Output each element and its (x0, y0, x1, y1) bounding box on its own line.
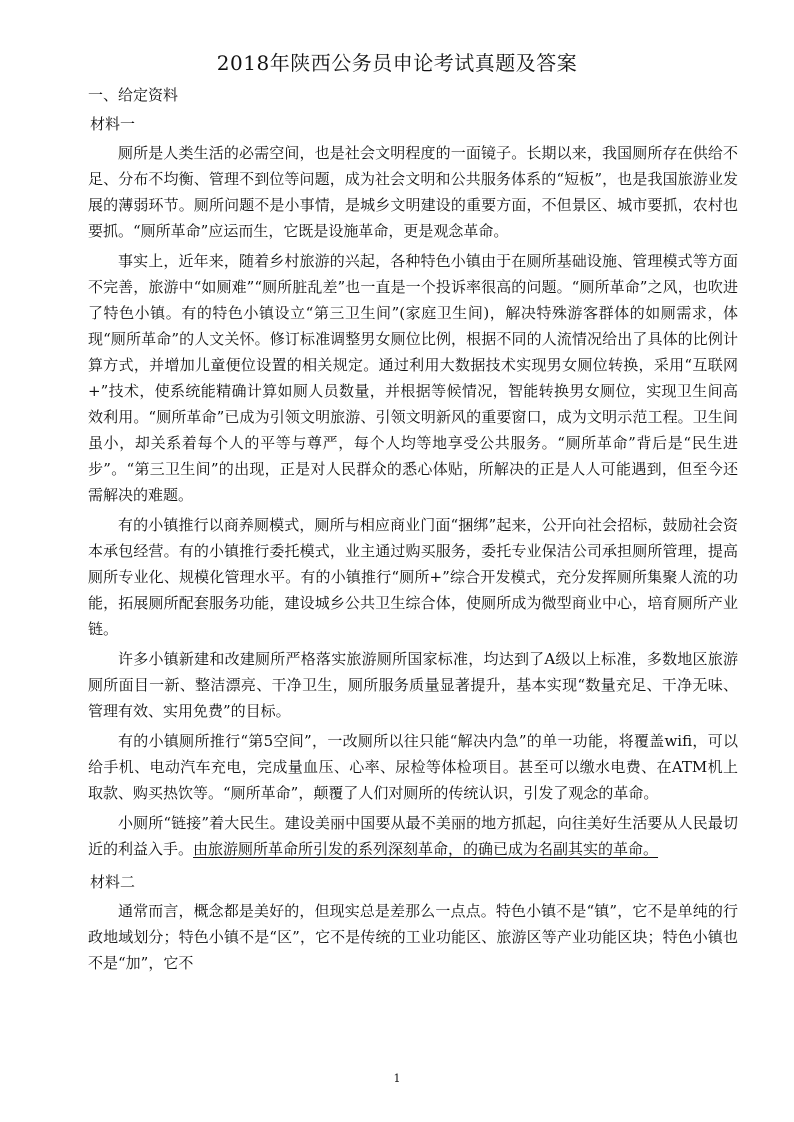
material-label-2: 材料二 (90, 873, 136, 891)
paragraph: 事实上，近年来，随着乡村旅游的兴起，各种特色小镇由于在厕所基础设施、管理模式等方面不完善，旅游中“如厕难”“厕所脏乱差”也一直是一个投诉率很高的问题。“厕所革命”之风，也吹进了特色小镇。有的特色小镇设立“第三卫生间”(家庭卫生间)，解决特殊游客群体的如厕需求，体现“厕所革命”的人文关怀。修订标准调整男女厕位比例，根据不同的人流情况给出了具体的比例计算方式，并增加儿童便位设置的相关规定。通过利用大数据技术实现男女厕位转换，采用“互联网+”技术，使系统能精确计算如厕人员数量，并根据等候情况，智能转换男女厕位，实现卫生间高效利用。“厕所革命”已成为引领文明旅游、引领文明新风的重要窗口，成为文明示范工程。卫生间虽小，却关系着每个人的平等与尊严，每个人均等地享受公共服务。“厕所革命”背后是“民生进步”。“第三卫生间”的出现，正是对人民群众的悉心体贴，所解决的正是人人可能遇到，但至今还需解决的难题。 (88, 252, 738, 504)
paragraph: 有的小镇厕所推行“第5空间”，一改厕所以往只能“解决内急”的单一功能，将覆盖wifi，可以给手机、电动汽车充电，完成量血压、心率、尿检等体检项目。甚至可以缴水电费、在ATM机上取款、购买热饮等。“厕所革命”，颠覆了人们对厕所的传统认识，引发了观念的革命。 (88, 732, 738, 802)
paragraph: 有的小镇推行以商养厕模式，厕所与相应商业门面“捆绑”起来，公开向社会招标，鼓励社会资本承包经营。有的小镇推行委托模式，业主通过购买服务，委托专业保洁公司承担厕所管理，提高厕所专业化、规模化管理水平。有的小镇推行“厕所+”综合开发模式，充分发挥厕所集聚人流的功能，拓展厕所配套服务功能，建设城乡公共卫生综合体，使厕所成为微型商业中心，培育厕所产业链。 (88, 516, 738, 638)
paragraph: 通常而言，概念都是美好的，但现实总是差那么一点点。特色小镇不是“镇”，它不是单纯的行政地域划分；特色小镇不是“区”，它不是传统的工业功能区、旅游区等产业功能区块；特色小镇也不是“加”，它不 (88, 902, 738, 972)
page-number: 1 (393, 1072, 401, 1085)
paragraph: 许多小镇新建和改建厕所严格落实旅游厕所国家标准，均达到了A级以上标准，多数地区旅游厕所面目一新、整洁漂亮、干净卫生，厕所服务质量显著提升，基本实现“数量充足、干净无味、管理有效、实用免费”的目标。 (88, 650, 738, 720)
page-title: 2018年陕西公务员申论考试真题及答案 (216, 51, 578, 75)
paragraph: 厕所是人类生活的必需空间，也是社会文明程度的一面镜子。长期以来，我国厕所存在供给不足、分布不均衡、管理不到位等问题，成为社会文明和公共服务体系的“短板”，也是我国旅游业发展的薄弱环节。厕所问题不是小事情，是城乡文明建设的重要方面，不但景区、城市要抓，农村也要抓。“厕所革命”应运而生，它既是设施革命，更是观念革命。 (88, 144, 738, 240)
material-label-1: 材料一 (90, 115, 136, 133)
document-body (88, 82, 738, 980)
underlined-sentence: 由旅游厕所革命所引发的系列深刻革命，的确已成为名副其实的革命。 (193, 840, 659, 858)
section-heading: 一、给定资料 (88, 86, 179, 104)
paragraph-with-underline (88, 810, 738, 862)
paragraph-text: 小厕所“链接”着大民生。建设美丽中国要从最不美丽的地方抓起，向往美好生活要从人民最切近的利益入手。 (88, 814, 738, 858)
